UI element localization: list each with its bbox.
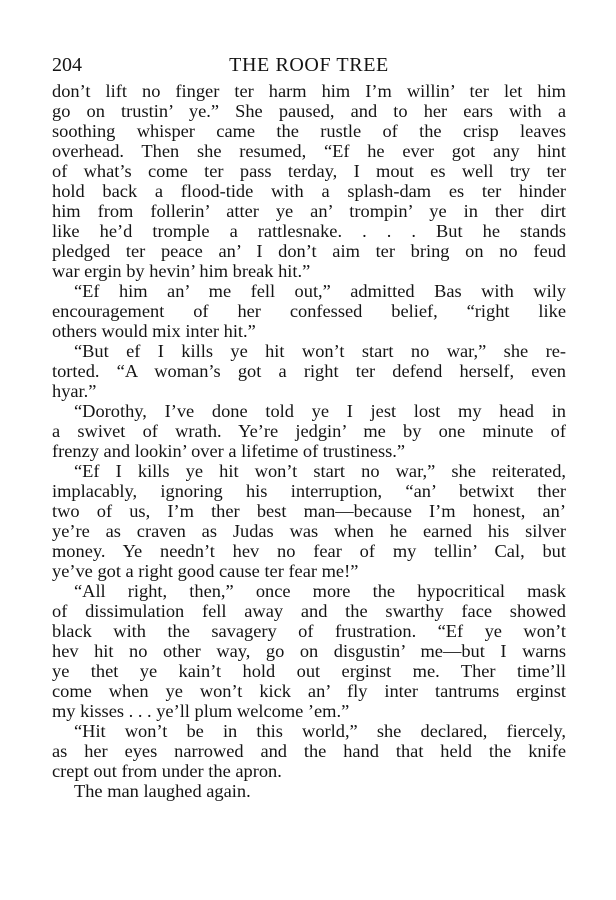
text-line: black with the savagery of frustration. “Ef ye won’t <box>52 621 566 641</box>
page-number: 204 <box>52 54 82 76</box>
text-line: crept out from under the apron. <box>52 761 282 781</box>
text-line: my kisses . . . ye’ll plum welcome ’em.” <box>52 701 350 721</box>
text-line: “Dorothy, I’ve done told ye I jest lost my head in <box>74 401 566 421</box>
running-title: THE ROOF TREE <box>229 54 389 76</box>
text-line: “All right, then,” once more the hypocritical mask <box>74 581 566 601</box>
text-line: “Hit won’t be in this world,” she declared, fiercely, <box>74 721 566 741</box>
text-line: money. Ye needn’t hev no fear of my tellin’ Cal, but <box>52 541 566 561</box>
text-line: implacably, ignoring his interruption, “an’ betwixt ther <box>52 481 566 501</box>
text-line: pledged ter peace an’ I don’t aim ter bring on no feud <box>52 241 566 261</box>
text-line: “Ef him an’ me fell out,” admitted Bas with wily <box>74 281 566 301</box>
text-line: others would mix inter hit.” <box>52 321 256 341</box>
text-line: torted. “A woman’s got a right ter defend herself, even <box>52 361 566 381</box>
text-line: a swivet of wrath. Ye’re jedgin’ me by one minute of <box>52 421 566 441</box>
text-line: encouragement of her confessed belief, “right like <box>52 301 566 321</box>
text-line: The man laughed again. <box>74 781 251 801</box>
text-line: “But ef I kills ye hit won’t start no war,” she re- <box>74 341 566 361</box>
book-page <box>52 50 566 801</box>
text-line: don’t lift no finger ter harm him I’m willin’ ter let him <box>52 81 566 101</box>
text-line: hev hit no other way, go on disgustin’ me—but I warns <box>52 641 566 661</box>
page-header <box>52 50 566 80</box>
text-line: of what’s come ter pass terday, I mout es well try ter <box>52 161 566 181</box>
text-line: two of us, I’m ther best man—because I’m honest, an’ <box>52 501 566 521</box>
text-line: ye’ve got a right good cause ter fear me!” <box>52 561 359 581</box>
text-line: ye thet ye kain’t hold out erginst me. Ther time’ll <box>52 661 566 681</box>
body-text <box>52 81 566 801</box>
text-line: soothing whisper came the rustle of the crisp leaves <box>52 121 566 141</box>
text-line: hold back a flood-tide with a splash-dam es ter hinder <box>52 181 566 201</box>
text-line: “Ef I kills ye hit won’t start no war,” she reiterated, <box>74 461 566 481</box>
text-line: of dissimulation fell away and the swarthy face showed <box>52 601 566 621</box>
text-line: come when ye won’t kick an’ fly inter tantrums erginst <box>52 681 566 701</box>
text-line: him from follerin’ atter ye an’ trompin’ ye in ther dirt <box>52 201 566 221</box>
text-line: as her eyes narrowed and the hand that held the knife <box>52 741 566 761</box>
text-line: war ergin by hevin’ him break hit.” <box>52 261 311 281</box>
text-line: like he’d tromple a rattlesnake. . . . But he stands <box>52 221 566 241</box>
text-line: hyar.” <box>52 381 97 401</box>
text-line: overhead. Then she resumed, “Ef he ever got any hint <box>52 141 566 161</box>
text-line: ye’re as craven as Judas was when he earned his silver <box>52 521 566 541</box>
text-line: go on trustin’ ye.” She paused, and to her ears with a <box>52 101 566 121</box>
text-line: frenzy and lookin’ over a lifetime of trustiness.” <box>52 441 406 461</box>
